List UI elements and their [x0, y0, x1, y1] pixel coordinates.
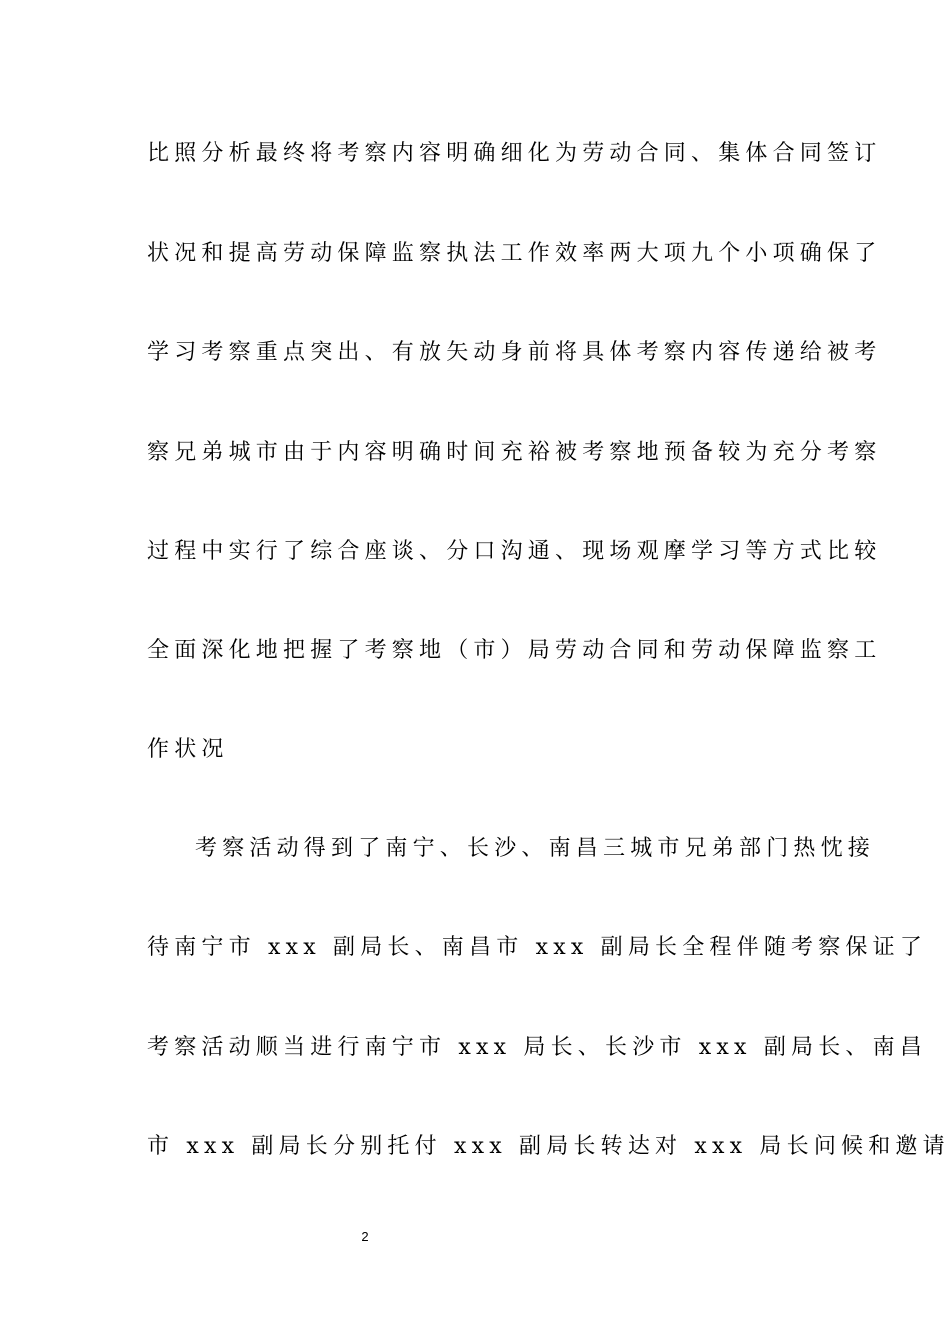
- paragraph-1-line-6: 全面深化地把握了考察地（市）局劳动合同和劳动保障监察工: [147, 638, 882, 663]
- paragraph-1-line-5: 过程中实行了综合座谈、分口沟通、现场观摩学习等方式比较: [147, 539, 882, 564]
- paragraph-1-line-7: 作状况: [147, 737, 229, 762]
- paragraph-1-line-2: 状况和提高劳动保障监察执法工作效率两大项九个小项确保了: [147, 241, 882, 266]
- paragraph-2-line-1: 考察活动得到了南宁、长沙、南昌三城市兄弟部门热忱接: [195, 836, 876, 861]
- paragraph-1-line-4: 察兄弟城市由于内容明确时间充裕被考察地预备较为充分考察: [147, 440, 882, 465]
- paragraph-2-line-3: 考察活动顺当进行南宁市 xxx 局长、长沙市 xxx 副局长、南昌: [147, 1035, 928, 1060]
- page-number: 2: [361, 1229, 369, 1244]
- paragraph-2-line-4: 市 xxx 副局长分别托付 xxx 副局长转达对 xxx 局长问候和邀请: [147, 1134, 950, 1159]
- paragraph-2-line-2: 待南宁市 xxx 副局长、南昌市 xxx 副局长全程伴随考察保证了: [147, 935, 928, 960]
- paragraph-1-line-3: 学习考察重点突出、有放矢动身前将具体考察内容传递给被考: [147, 340, 882, 365]
- paragraph-1-line-1: 比照分析最终将考察内容明确细化为劳动合同、集体合同签订: [147, 141, 882, 166]
